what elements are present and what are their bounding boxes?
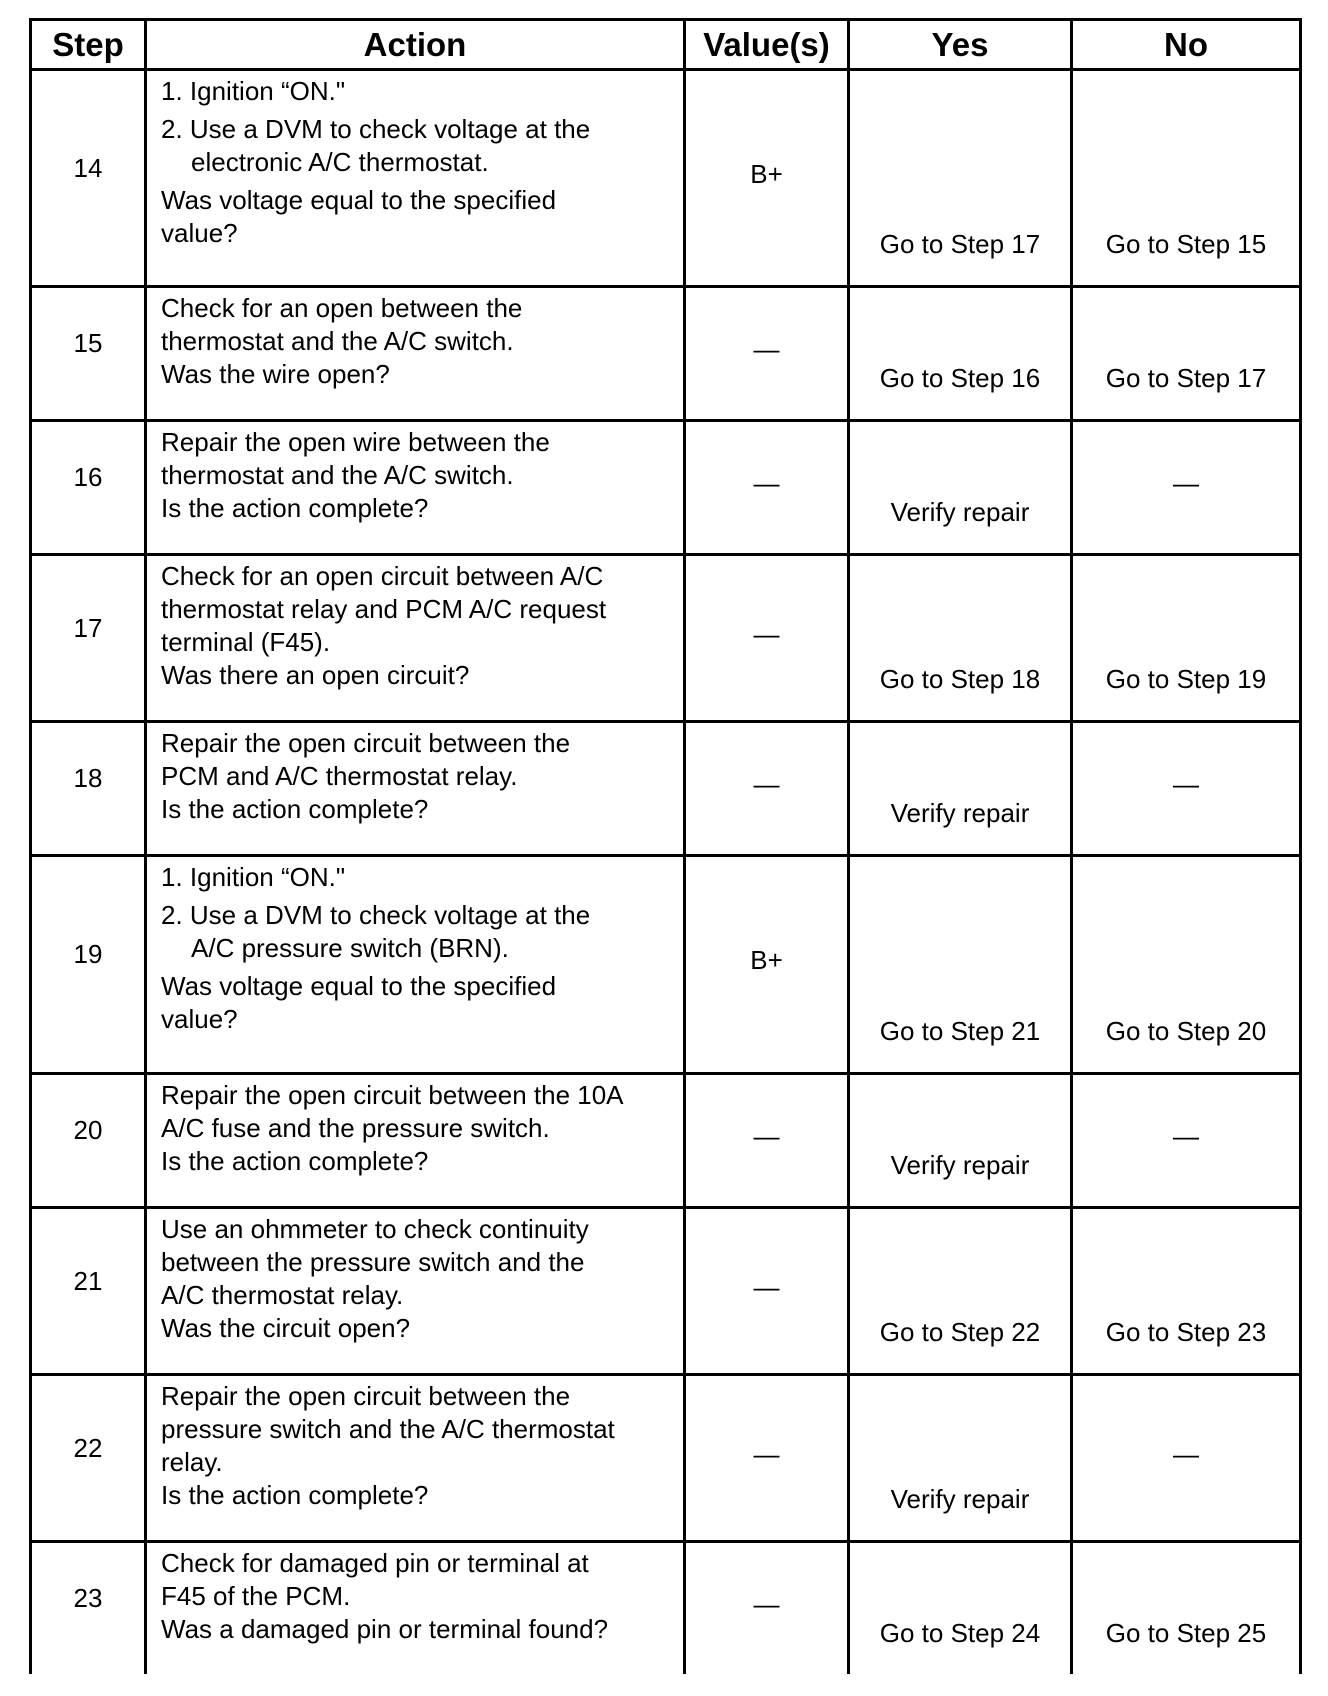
action-text: Check for an open between the thermostat and the A/C switch. Was the wire open? bbox=[146, 287, 685, 421]
header-step: Step bbox=[31, 20, 146, 70]
action-text: 1. Ignition “ON." 2. Use a DVM to check voltage at the electronic A/C thermostat. Was voltage equal to the specified value? bbox=[146, 70, 685, 287]
step-number: 21 bbox=[31, 1208, 146, 1375]
value-cell: — bbox=[685, 1375, 849, 1542]
value-cell: — bbox=[685, 555, 849, 722]
value-cell: B+ bbox=[685, 856, 849, 1074]
step-number: 19 bbox=[31, 856, 146, 1074]
header-values: Value(s) bbox=[685, 20, 849, 70]
action-text: 1. Ignition “ON." 2. Use a DVM to check voltage at the A/C pressure switch (BRN). Was voltage equal to the specified value? bbox=[146, 856, 685, 1074]
table-row bbox=[31, 70, 1301, 287]
step-number: 23 bbox=[31, 1542, 146, 1674]
header-row bbox=[31, 20, 1301, 70]
action-text: Check for an open circuit between A/C thermostat relay and PCM A/C request terminal (F45). Was there an open circuit? bbox=[146, 555, 685, 722]
no-cell: Go to Step 23 bbox=[1072, 1208, 1301, 1375]
yes-cell: Verify repair bbox=[849, 1074, 1072, 1208]
action-text: Repair the open circuit between the pressure switch and the A/C thermostat relay. Is the action complete? bbox=[146, 1375, 685, 1542]
value-cell: — bbox=[685, 1074, 849, 1208]
value-cell: — bbox=[685, 1542, 849, 1674]
action-text: Repair the open circuit between the 10A A/C fuse and the pressure switch. Is the action complete? bbox=[146, 1074, 685, 1208]
table-row bbox=[31, 287, 1301, 421]
table-row bbox=[31, 555, 1301, 722]
value-cell: B+ bbox=[685, 70, 849, 287]
action-text: Repair the open wire between the thermostat and the A/C switch. Is the action complete? bbox=[146, 421, 685, 555]
yes-cell: Go to Step 16 bbox=[849, 287, 1072, 421]
header-yes: Yes bbox=[849, 20, 1072, 70]
table-row bbox=[31, 1074, 1301, 1208]
yes-cell: Go to Step 17 bbox=[849, 70, 1072, 287]
yes-cell: Verify repair bbox=[849, 1375, 1072, 1542]
table-row bbox=[31, 722, 1301, 856]
step-number: 17 bbox=[31, 555, 146, 722]
yes-cell: Go to Step 21 bbox=[849, 856, 1072, 1074]
yes-cell: Go to Step 24 bbox=[849, 1542, 1072, 1674]
action-text: Use an ohmmeter to check continuity between the pressure switch and the A/C thermostat relay. Was the circuit open? bbox=[146, 1208, 685, 1375]
step-number: 15 bbox=[31, 287, 146, 421]
value-cell: — bbox=[685, 722, 849, 856]
table-row bbox=[31, 421, 1301, 555]
value-cell: — bbox=[685, 287, 849, 421]
no-cell: Go to Step 17 bbox=[1072, 287, 1301, 421]
step-number: 18 bbox=[31, 722, 146, 856]
yes-cell: Go to Step 18 bbox=[849, 555, 1072, 722]
table-row bbox=[31, 856, 1301, 1074]
header-action: Action bbox=[146, 20, 685, 70]
step-number: 16 bbox=[31, 421, 146, 555]
yes-cell: Verify repair bbox=[849, 421, 1072, 555]
table-row bbox=[31, 1542, 1301, 1674]
no-cell: — bbox=[1072, 722, 1301, 856]
action-text: Repair the open circuit between the PCM and A/C thermostat relay. Is the action complete? bbox=[146, 722, 685, 856]
step-number: 14 bbox=[31, 70, 146, 287]
yes-cell: Verify repair bbox=[849, 722, 1072, 856]
value-cell: — bbox=[685, 1208, 849, 1375]
no-cell: Go to Step 19 bbox=[1072, 555, 1301, 722]
table-row bbox=[31, 1375, 1301, 1542]
step-number: 20 bbox=[31, 1074, 146, 1208]
value-cell: — bbox=[685, 421, 849, 555]
diagnostic-table bbox=[29, 18, 1302, 1674]
no-cell: Go to Step 15 bbox=[1072, 70, 1301, 287]
yes-cell: Go to Step 22 bbox=[849, 1208, 1072, 1375]
no-cell: — bbox=[1072, 1074, 1301, 1208]
no-cell: — bbox=[1072, 1375, 1301, 1542]
step-number: 22 bbox=[31, 1375, 146, 1542]
no-cell: Go to Step 20 bbox=[1072, 856, 1301, 1074]
no-cell: — bbox=[1072, 421, 1301, 555]
no-cell: Go to Step 25 bbox=[1072, 1542, 1301, 1674]
header-no: No bbox=[1072, 20, 1301, 70]
action-text: Check for damaged pin or terminal at F45 of the PCM. Was a damaged pin or terminal found? bbox=[146, 1542, 685, 1674]
table-row bbox=[31, 1208, 1301, 1375]
